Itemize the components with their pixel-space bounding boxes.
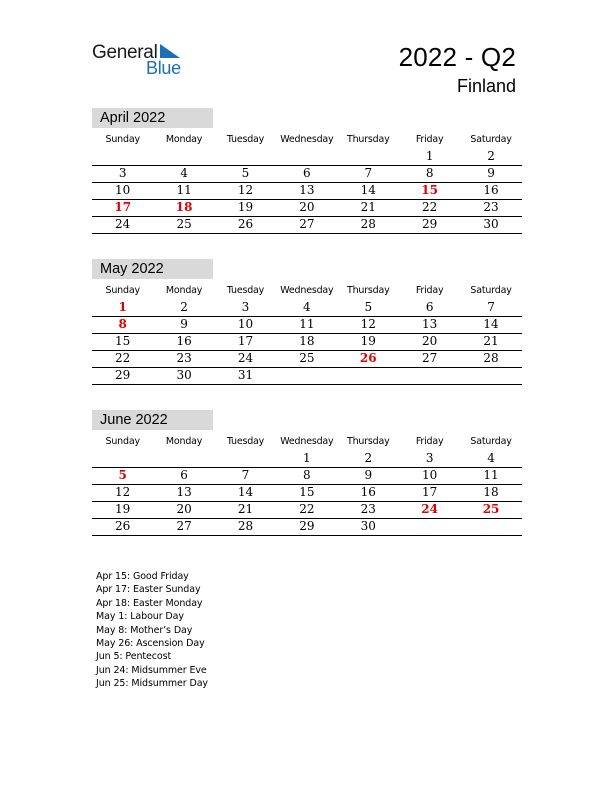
day-cell: 4 <box>276 300 337 317</box>
page-title: 2022 - Q2 <box>398 42 516 72</box>
day-cell: 5 <box>338 300 399 317</box>
day-cell: 11 <box>460 468 521 485</box>
weekday-header: Tuesday <box>226 134 265 145</box>
day-cell: 10 <box>399 468 460 485</box>
day-cell: 18 <box>460 485 521 502</box>
day-cell: 20 <box>153 502 214 519</box>
day-cell: 23 <box>338 502 399 519</box>
weekday-header: Sunday <box>105 436 140 447</box>
day-cell: 1 <box>92 300 153 317</box>
day-cell <box>215 149 276 166</box>
day-cell: 12 <box>92 485 153 502</box>
holiday-item: May 26: Ascension Day <box>96 638 205 650</box>
day-cell: 21 <box>460 334 521 351</box>
day-cell: 10 <box>215 317 276 334</box>
day-cell: 12 <box>215 183 276 200</box>
day-cell: 22 <box>92 351 153 368</box>
weekday-header: Saturday <box>470 134 512 145</box>
weekday-header: Thursday <box>346 285 390 296</box>
day-cell: 20 <box>399 334 460 351</box>
day-cell: 28 <box>460 351 521 368</box>
day-cell <box>338 368 399 385</box>
day-cell: 5 <box>215 166 276 183</box>
country-name: Finland <box>456 76 516 96</box>
day-cell: 18 <box>153 200 214 217</box>
day-cell: 14 <box>215 485 276 502</box>
month-april <box>92 108 522 234</box>
day-cell <box>338 149 399 166</box>
day-cell: 29 <box>276 519 337 536</box>
day-cell: 16 <box>338 485 399 502</box>
day-cell: 26 <box>92 519 153 536</box>
day-cell <box>92 149 153 166</box>
day-cell: 3 <box>399 451 460 468</box>
holiday-list <box>96 570 208 691</box>
day-cell: 17 <box>92 200 153 217</box>
day-cell: 13 <box>276 183 337 200</box>
day-cell: 19 <box>338 334 399 351</box>
day-cell <box>153 149 214 166</box>
day-cell: 16 <box>460 183 521 200</box>
day-cell: 12 <box>338 317 399 334</box>
day-cell: 11 <box>153 183 214 200</box>
day-cell <box>92 451 153 468</box>
weekday-header: Saturday <box>470 436 512 447</box>
logo-triangle-icon <box>160 44 180 58</box>
logo-blue-text: Blue <box>146 58 181 78</box>
day-cell: 25 <box>460 502 521 519</box>
holiday-item: Jun 25: Midsummer Day <box>96 678 208 690</box>
day-cell: 7 <box>460 300 521 317</box>
day-cell: 16 <box>153 334 214 351</box>
holiday-item: Apr 17: Easter Sunday <box>96 584 201 596</box>
holiday-item: Apr 15: Good Friday <box>96 571 189 582</box>
day-cell: 3 <box>92 166 153 183</box>
day-cell: 4 <box>153 166 214 183</box>
holiday-item: Apr 18: Easter Monday <box>96 597 203 609</box>
day-cell: 2 <box>153 300 214 317</box>
day-cell: 26 <box>215 217 276 234</box>
weekday-header: Tuesday <box>226 436 265 447</box>
day-cell: 9 <box>460 166 521 183</box>
day-cell: 21 <box>215 502 276 519</box>
day-cell: 25 <box>153 217 214 234</box>
day-cell: 13 <box>153 485 214 502</box>
month-grid <box>92 128 522 234</box>
day-cell: 30 <box>338 519 399 536</box>
day-cell: 27 <box>276 217 337 234</box>
weekday-header: Sunday <box>105 285 140 296</box>
day-cell: 19 <box>92 502 153 519</box>
day-cell <box>399 519 460 536</box>
day-cell: 25 <box>276 351 337 368</box>
weekday-header: Wednesday <box>280 285 334 296</box>
holiday-item: May 8: Mother’s Day <box>96 624 193 636</box>
month-june <box>92 410 522 536</box>
weekday-header: Saturday <box>470 285 512 296</box>
day-cell: 2 <box>460 149 521 166</box>
month-grid <box>92 279 522 385</box>
day-cell <box>276 149 337 166</box>
day-cell: 9 <box>153 317 214 334</box>
day-cell: 1 <box>399 149 460 166</box>
weekday-header: Monday <box>165 436 203 447</box>
day-cell: 1 <box>276 451 337 468</box>
weekday-header: Sunday <box>105 134 140 145</box>
month-grid <box>92 430 522 536</box>
day-cell: 24 <box>215 351 276 368</box>
day-cell: 17 <box>399 485 460 502</box>
day-cell: 7 <box>215 468 276 485</box>
day-cell: 31 <box>215 368 276 385</box>
weekday-header: Wednesday <box>280 436 334 447</box>
day-cell: 13 <box>399 317 460 334</box>
day-cell: 6 <box>153 468 214 485</box>
day-cell: 27 <box>153 519 214 536</box>
day-cell: 3 <box>215 300 276 317</box>
day-cell: 29 <box>92 368 153 385</box>
month-title: May 2022 <box>92 259 213 279</box>
day-cell: 15 <box>92 334 153 351</box>
day-cell: 14 <box>338 183 399 200</box>
day-cell: 7 <box>338 166 399 183</box>
day-cell <box>276 368 337 385</box>
day-cell: 29 <box>399 217 460 234</box>
day-cell <box>215 451 276 468</box>
day-cell: 9 <box>338 468 399 485</box>
day-cell: 8 <box>276 468 337 485</box>
day-cell: 22 <box>399 200 460 217</box>
day-cell: 11 <box>276 317 337 334</box>
day-cell <box>460 368 521 385</box>
day-cell: 6 <box>276 166 337 183</box>
day-cell: 15 <box>276 485 337 502</box>
weekday-header: Monday <box>165 285 203 296</box>
month-title: June 2022 <box>92 410 213 430</box>
day-cell: 5 <box>92 468 153 485</box>
month-title: April 2022 <box>92 108 213 128</box>
day-cell: 8 <box>92 317 153 334</box>
day-cell: 19 <box>215 200 276 217</box>
weekday-header: Friday <box>415 134 444 145</box>
weekday-header: Tuesday <box>226 285 265 296</box>
generalblue-logo <box>92 42 192 78</box>
weekday-header: Thursday <box>346 436 390 447</box>
day-cell: 17 <box>215 334 276 351</box>
weekday-header: Thursday <box>346 134 390 145</box>
weekday-header: Friday <box>415 285 444 296</box>
day-cell: 28 <box>215 519 276 536</box>
day-cell: 2 <box>338 451 399 468</box>
day-cell: 4 <box>460 451 521 468</box>
day-cell: 23 <box>460 200 521 217</box>
day-cell: 23 <box>153 351 214 368</box>
day-cell: 21 <box>338 200 399 217</box>
weekday-header: Friday <box>415 436 444 447</box>
day-cell: 20 <box>276 200 337 217</box>
month-may <box>92 259 522 385</box>
day-cell <box>153 451 214 468</box>
day-cell: 8 <box>399 166 460 183</box>
day-cell <box>460 519 521 536</box>
day-cell: 30 <box>153 368 214 385</box>
day-cell: 24 <box>399 502 460 519</box>
day-cell: 15 <box>399 183 460 200</box>
weekday-header: Monday <box>165 134 203 145</box>
day-cell: 24 <box>92 217 153 234</box>
day-cell: 18 <box>276 334 337 351</box>
day-cell: 30 <box>460 217 521 234</box>
holiday-item: May 1: Labour Day <box>96 611 184 623</box>
day-cell: 22 <box>276 502 337 519</box>
logo-general-text: General <box>92 42 158 63</box>
day-cell: 14 <box>460 317 521 334</box>
day-cell: 6 <box>399 300 460 317</box>
day-cell: 26 <box>338 351 399 368</box>
holiday-item: Jun 24: Midsummer Eve <box>96 664 207 676</box>
weekday-header: Wednesday <box>280 134 334 145</box>
holiday-item: Jun 5: Pentecost <box>96 651 172 663</box>
day-cell: 10 <box>92 183 153 200</box>
day-cell: 28 <box>338 217 399 234</box>
day-cell: 27 <box>399 351 460 368</box>
day-cell <box>399 368 460 385</box>
